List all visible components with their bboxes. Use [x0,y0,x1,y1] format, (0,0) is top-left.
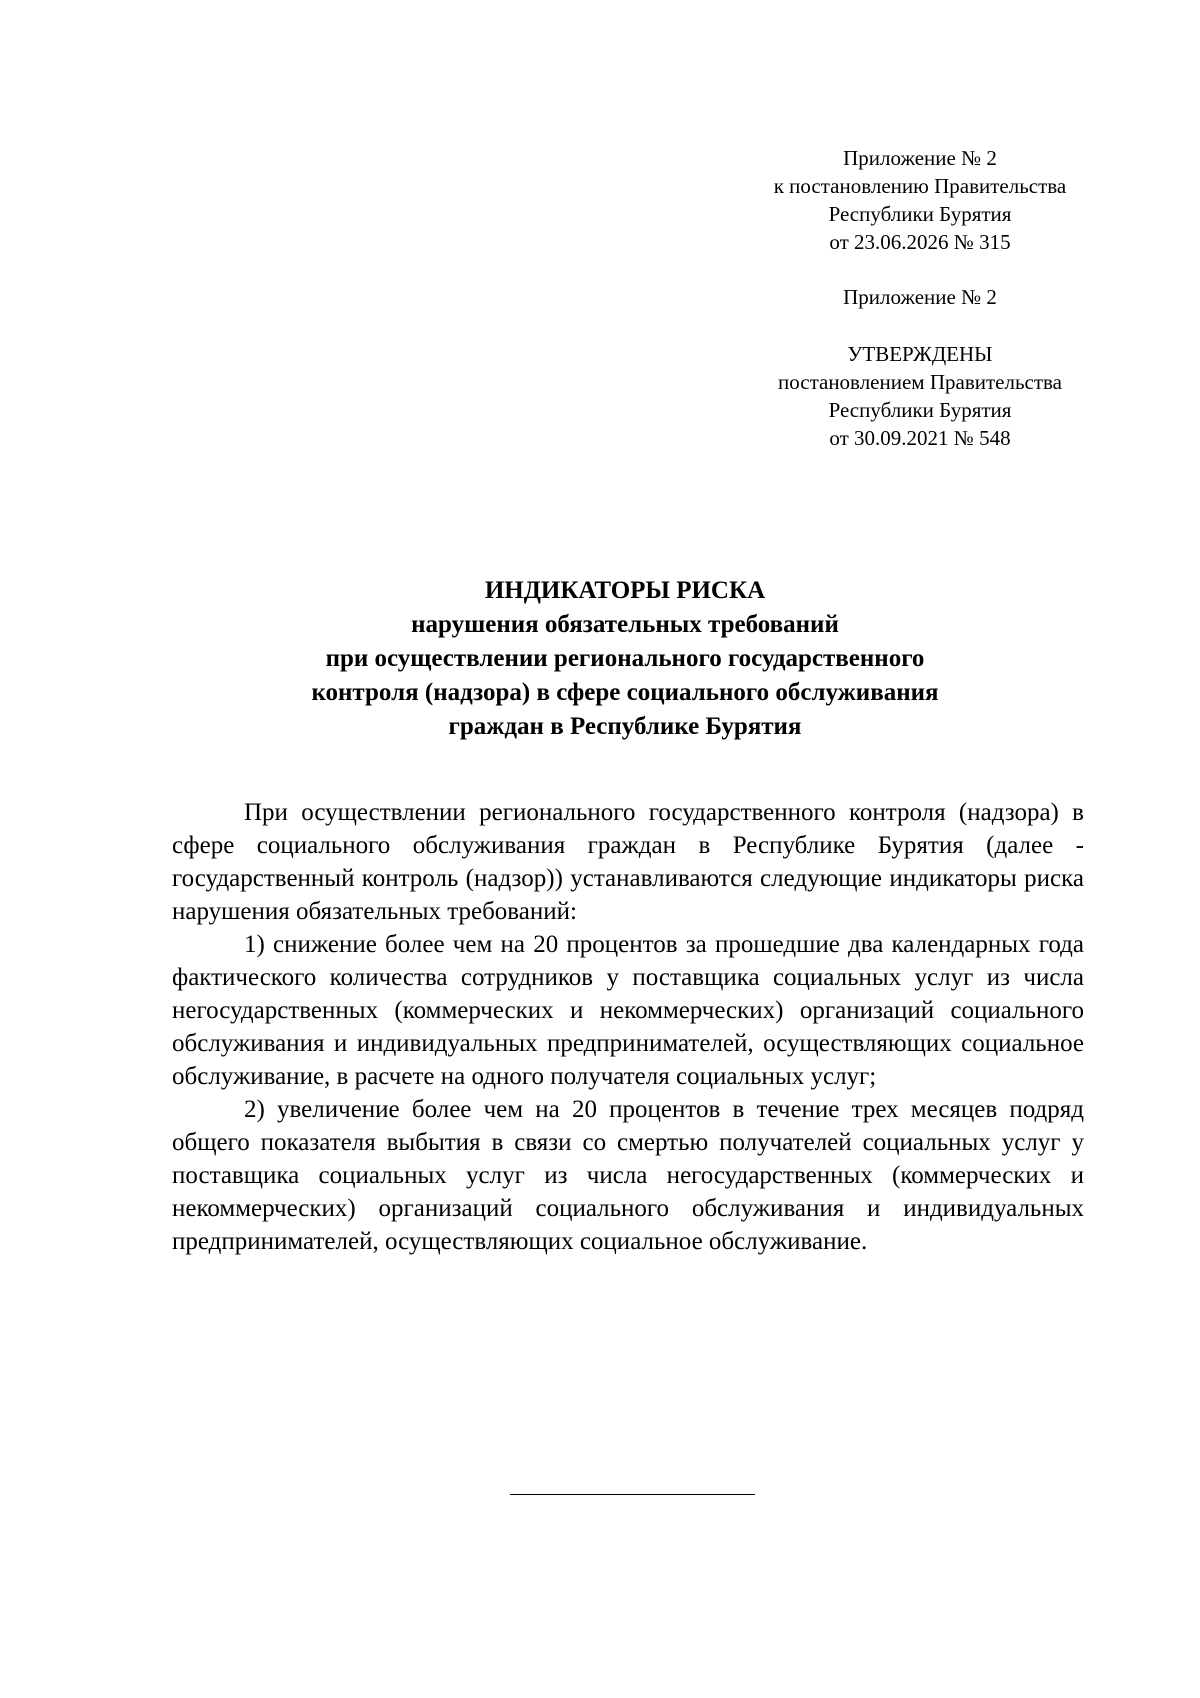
document-title: ИНДИКАТОРЫ РИСКА [484,577,766,604]
annex-republic-line: Республики Бурятия [828,202,1012,226]
intro-paragraph: При осуществлении регионального государственного контроля (надзора) в сфере социального обслуживания граждан в Республике Бурятия (далее - государственный контроль (надзор)) устанавливаются следующие индикаторы риска нарушения обязательных требований: [172,799,1084,925]
indicator-item-1: 1) снижение более чем на 20 процентов за прошедшие два календарных года фактического количества сотрудников у поставщика социальных услуг из числа негосударственных (коммерческих и некоммерческих) организаций социального обслуживания и индивидуальных предпринимателей, осуществляющих социальное обслуживание, в расчете на одного получателя социальных услуг; [172,931,1084,1090]
document-title-block [170,574,1080,744]
subtitle-line: нарушения обязательных требований [411,611,839,638]
end-separator-line [510,1494,755,1495]
approved-republic-line: Республики Бурятия [828,398,1012,422]
approval-stamp-block [740,340,1100,452]
annex-number-line: Приложение № 2 [843,146,997,170]
subtitle-line: граждан в Республике Бурятия [448,713,802,740]
document-body [172,796,1084,1258]
subtitle-line: контроля (надзора) в сфере социального обслуживания [311,679,939,706]
annex-secondary-number-line: Приложение № 2 [843,285,997,309]
annex-resolution-line: к постановлению Правительства [773,174,1067,198]
annex-secondary-block [740,283,1100,311]
document-subtitle [170,608,1080,744]
approved-heading: УТВЕРЖДЕНЫ [847,342,993,366]
annex-date-line: от 23.06.2026 № 315 [829,230,1011,254]
annex-header-block [740,144,1100,256]
subtitle-line: при осуществлении регионального государственного [325,645,925,672]
approved-date-line: от 30.09.2021 № 548 [829,426,1011,450]
approved-resolution-line: постановлением Правительства [777,370,1062,394]
indicator-item-2: 2) увеличение более чем на 20 процентов в течение трех месяцев подряд общего показателя выбытия в связи со смертью получателей социальных услуг у поставщика социальных услуг из числа негосударственных (коммерческих и некоммерческих) организаций социального обслуживания и индивидуальных предпринимателей, осуществляющих социальное обслуживание. [172,1096,1084,1255]
